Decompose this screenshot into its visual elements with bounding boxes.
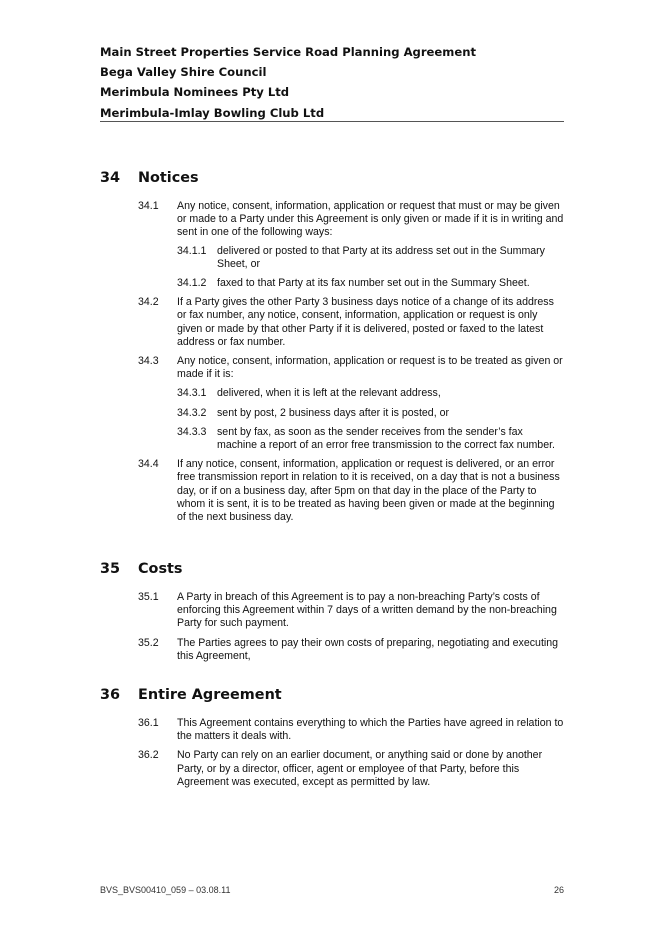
clause-text: Any notice, consent, information, application or request is to be treated as given or made if it is: xyxy=(177,355,563,381)
section-34-notices xyxy=(100,170,564,524)
subclause-text: sent by post, 2 business days after it is posted, or xyxy=(217,406,450,419)
clause-35-2 xyxy=(100,637,564,663)
subclause-34-3-3 xyxy=(100,426,564,452)
clause-35-1 xyxy=(100,591,564,631)
subclause-number: 34.3.2 xyxy=(177,406,207,419)
section-number: 36 xyxy=(100,687,121,703)
page-number: 26 xyxy=(553,885,564,895)
subclause-number: 34.3.3 xyxy=(177,425,207,438)
clause-number: 34.3 xyxy=(138,355,159,368)
clause-number: 34.4 xyxy=(138,458,159,471)
subclause-text: sent by fax, as soon as the sender receives from the sender’s fax machine a report of an error free transmission to the correct fax number. xyxy=(217,425,555,452)
section-number: 34 xyxy=(100,170,121,186)
header-party-council: Bega Valley Shire Council xyxy=(100,65,267,80)
clause-number: 35.2 xyxy=(138,636,159,649)
subclause-text: delivered or posted to that Party at its address set out in the Summary Sheet, or xyxy=(217,244,545,270)
section-number: 35 xyxy=(100,561,121,577)
clause-text: This Agreement contains everything to which the Parties have agreed in relation to the matters it deals with. xyxy=(177,717,564,743)
clause-number: 35.1 xyxy=(138,591,159,603)
section-heading xyxy=(100,561,564,581)
clause-number: 36.1 xyxy=(138,717,159,729)
header-agreement-title: Main Street Properties Service Road Planning Agreement xyxy=(100,45,477,59)
subclause-text: delivered, when it is left at the relevant address, xyxy=(217,387,441,400)
section-title: Entire Agreement xyxy=(138,687,282,703)
clause-text: If any notice, consent, information, application or request is delivered, or an error free transmission report in relation to it is received, on a day that is not a business day, or if on a business day, after 5pm on that day in the place of the Party to whom it is sent, it is to be treated as having been given or made at the beginning of the next business day. xyxy=(177,458,560,524)
header-party-nominees: Merimbula Nominees Pty Ltd xyxy=(100,85,290,100)
clause-number: 36.2 xyxy=(138,749,159,762)
section-heading xyxy=(100,687,564,707)
section-35-costs xyxy=(100,561,564,663)
subclause-number: 34.1.1 xyxy=(177,244,207,257)
clause-36-1 xyxy=(100,717,564,743)
clause-text: The Parties agrees to pay their own costs of preparing, negotiating and executing this Agreement, xyxy=(177,636,559,662)
clause-text: No Party can rely on an earlier document, or anything said or done by another Party, or by a director, officer, agent or employee of that Party, before this Agreement was executed, except as permitted by law. xyxy=(177,749,543,788)
clause-36-2 xyxy=(100,749,564,789)
clause-34-2 xyxy=(100,296,564,349)
clause-number: 34.2 xyxy=(138,296,159,309)
header-divider xyxy=(100,121,564,122)
subclause-34-1-2 xyxy=(100,277,564,290)
section-title: Costs xyxy=(138,561,183,577)
subclause-34-3-2 xyxy=(100,407,564,420)
clause-text: If a Party gives the other Party 3 business days notice of a change of its address or fax number, any notice, consent, information, application or request is only given or made by that other Party if it is delivered, posted or faxed to the latest address or fax number. xyxy=(177,296,554,348)
subclause-number: 34.3.1 xyxy=(177,387,207,400)
clause-34-1 xyxy=(100,200,564,240)
clause-text: A Party in breach of this Agreement is to pay a non-breaching Party’s costs of enforcing this Agreement within 7 days of a written demand by the non-breaching Party for such payment. xyxy=(177,591,557,630)
subclause-number: 34.1.2 xyxy=(177,277,207,290)
section-heading xyxy=(100,170,564,190)
clause-text: Any notice, consent, information, application or request that must or may be given or made to a Party under this Agreement is only given or made if it is in writing and sent in one of the following ways: xyxy=(177,200,564,239)
document-reference: BVS_BVS00410_059 – 03.08.11 xyxy=(100,885,231,895)
subclause-34-1-1 xyxy=(100,245,564,271)
document-header xyxy=(100,42,564,123)
clause-34-4 xyxy=(100,458,564,524)
section-36-entire-agreement xyxy=(100,687,564,789)
clause-34-3 xyxy=(100,355,564,381)
section-title: Notices xyxy=(138,170,199,186)
header-party-bowling-club: Merimbula-Imlay Bowling Club Ltd xyxy=(100,105,325,120)
subclause-34-3-1 xyxy=(100,387,564,400)
subclause-text: faxed to that Party at its fax number set out in the Summary Sheet. xyxy=(217,277,530,290)
clause-number: 34.1 xyxy=(138,200,159,212)
